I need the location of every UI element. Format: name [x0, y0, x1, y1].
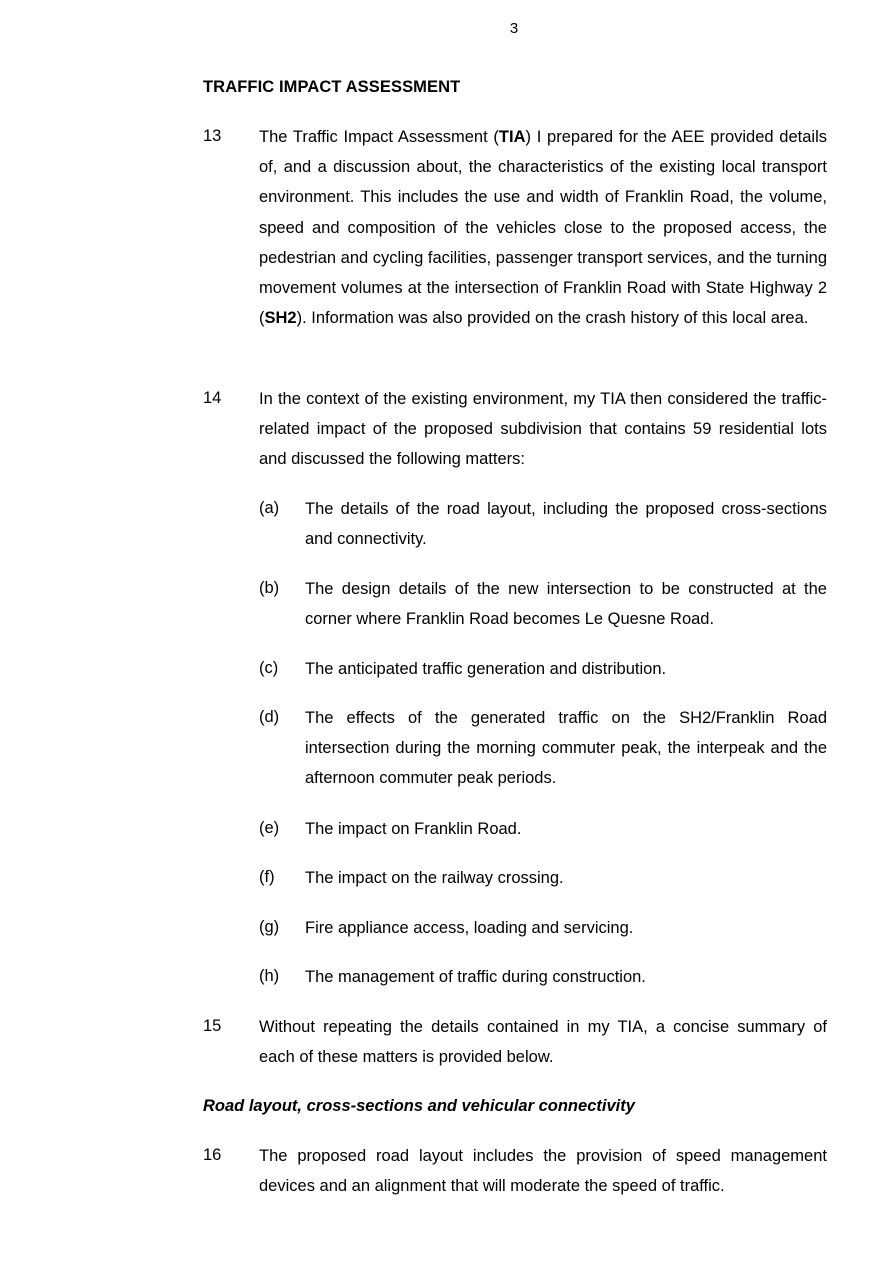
list-item-e: [259, 814, 827, 844]
paragraph-number: 16: [203, 1146, 222, 1164]
bold-abbreviation-sh2: SH2: [264, 309, 297, 328]
list-item-label: (g): [259, 918, 280, 936]
list-item-g: [259, 913, 827, 943]
list-item-text: The management of traffic during construction.: [305, 968, 646, 986]
subheading: Road layout, cross-sections and vehicular connectivity: [203, 1097, 635, 1115]
paragraph-13: [203, 122, 827, 333]
list-item-text: The design details of the new intersection to be constructed at the corner where Franklin Road becomes Le Quesne Road.: [305, 580, 827, 629]
list-item-text: The anticipated traffic generation and distribution.: [305, 660, 667, 678]
page-number: 3: [509, 20, 519, 37]
paragraph-number: 15: [203, 1017, 222, 1035]
list-item-text: The impact on Franklin Road.: [305, 820, 522, 838]
list-item-label: (a): [259, 499, 280, 517]
list-item-text: The impact on the railway crossing.: [305, 869, 564, 887]
list-item-text: Fire appliance access, loading and servicing.: [305, 919, 634, 937]
list-item-f: [259, 863, 827, 893]
list-item-label: (f): [259, 868, 275, 886]
list-item-text: The details of the road layout, including the proposed cross-sections and connectivity.: [305, 500, 827, 549]
text-segment: ). Information was also provided on the crash history of this local area.: [296, 309, 809, 328]
list-item-b: [259, 574, 827, 634]
list-item-label: (h): [259, 967, 280, 985]
paragraph-number: 13: [203, 127, 222, 145]
list-item-label: (c): [259, 659, 279, 677]
paragraph-text: In the context of the existing environment, my TIA then considered the traffic-related impact of the proposed subdivision that contains 59 residential lots and discussed the following matters:: [259, 390, 827, 469]
list-item-label: (b): [259, 579, 280, 597]
list-item-c: [259, 654, 827, 684]
paragraph-16: [203, 1141, 827, 1201]
paragraph-14: [203, 384, 827, 475]
list-item-h: [259, 962, 827, 992]
text-segment: ) I prepared for the AEE provided details of, and a discussion about, the characteristics of the existing local transport environment. This includes the use and width of Franklin Road, the volume, speed and composition of the vehicles close to the proposed access, the pedestrian and cycling facilities, passenger transport services, and the turning movement volumes at the intersection of Franklin Road with State Highway 2 (: [259, 128, 827, 328]
bold-abbreviation-tia: TIA: [498, 128, 526, 146]
list-item-d: [259, 703, 827, 794]
list-item-a: [259, 494, 827, 554]
paragraph-15: [203, 1012, 827, 1072]
section-heading: TRAFFIC IMPACT ASSESSMENT: [203, 78, 461, 96]
list-item-text: The effects of the generated traffic on the SH2/Franklin Road intersection during the morning commuter peak, the interpeak and the afternoon commuter peak periods.: [305, 709, 827, 788]
paragraph-number: 14: [203, 389, 222, 407]
list-item-label: (d): [259, 708, 280, 726]
paragraph-text: Without repeating the details contained in my TIA, a concise summary of each of these matters is provided below.: [259, 1018, 827, 1067]
text-segment: The Traffic Impact Assessment (: [259, 128, 499, 146]
list-item-label: (e): [259, 819, 280, 837]
paragraph-text: The proposed road layout includes the provision of speed management devices and an alignment that will moderate the speed of traffic.: [259, 1147, 827, 1196]
paragraph-text: [259, 122, 827, 333]
